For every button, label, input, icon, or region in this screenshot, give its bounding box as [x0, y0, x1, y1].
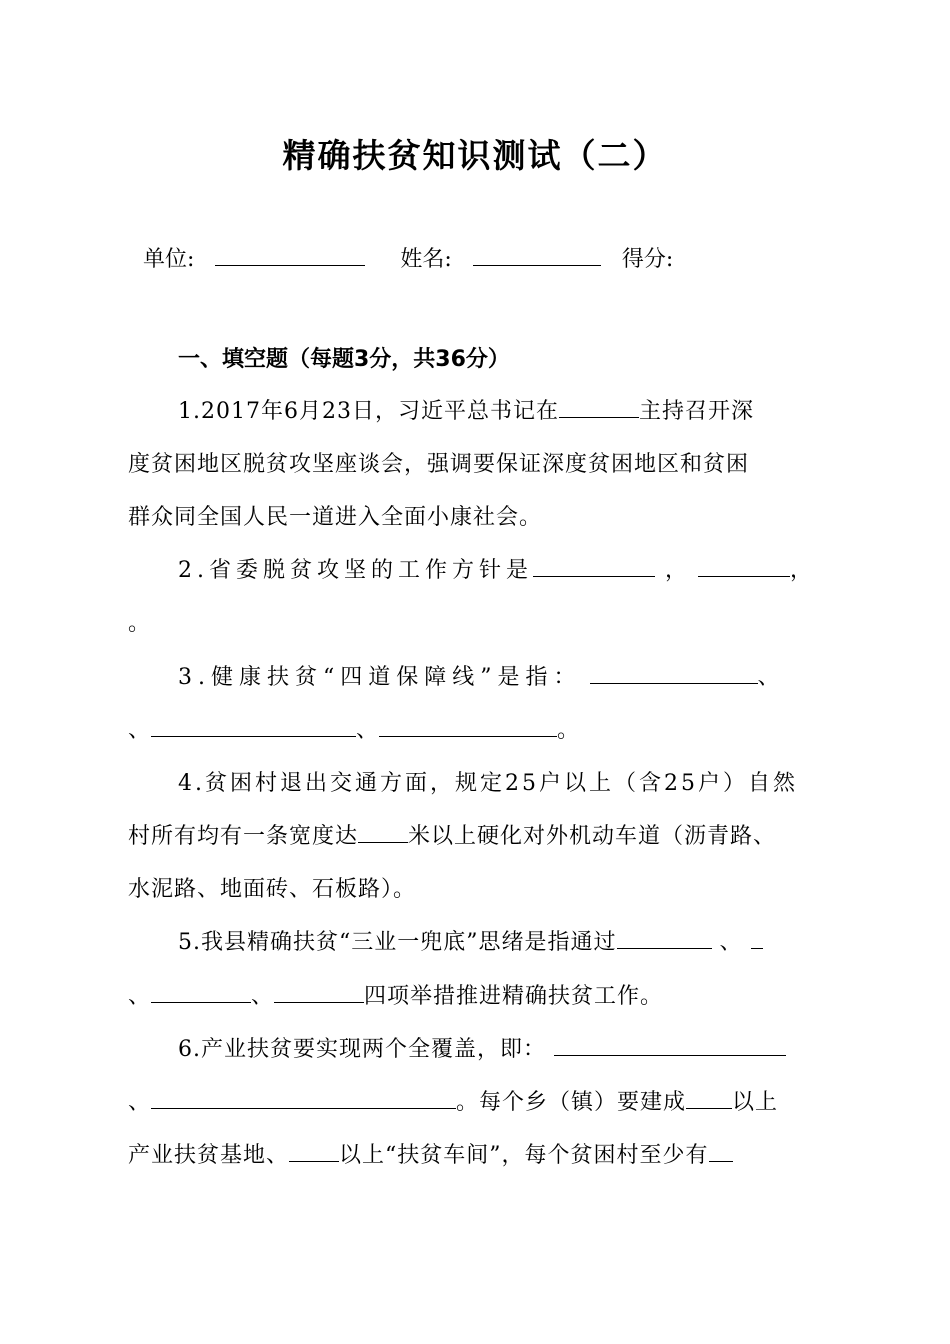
q4-blank[interactable]	[358, 822, 408, 843]
q6-line-1	[178, 1032, 786, 1063]
q3-blank-2[interactable]	[151, 716, 356, 737]
q6-blank-5[interactable]	[709, 1141, 733, 1162]
q6-line-2	[128, 1085, 778, 1116]
q3-end: 。	[557, 718, 581, 743]
q1-text-a: 1.2017年6月23日，习近平总书记在	[178, 399, 559, 424]
q5-line-1	[178, 925, 763, 956]
q6-blank-1[interactable]	[554, 1035, 786, 1056]
q4-line-3: 水泥路、地面砖、石板路）。	[128, 877, 417, 902]
q4-line-2	[128, 819, 776, 850]
q6-blank-2[interactable]	[151, 1088, 456, 1109]
q5-text-b: 四项举措推进精确扶贫工作。	[364, 984, 664, 1009]
q5-sep-3: 、	[251, 984, 275, 1009]
q3-blank-1[interactable]	[590, 663, 758, 684]
name-label: 姓名:	[400, 247, 452, 272]
q5-sep-2: 、	[128, 984, 152, 1009]
q3-blank-3[interactable]	[379, 716, 557, 737]
name-blank[interactable]	[473, 243, 601, 266]
unit-label: 单位:	[143, 247, 195, 272]
q6-text-b: 。每个乡（镇）要建成	[456, 1090, 687, 1115]
q2-line-1	[178, 553, 813, 584]
q6-text-e: 以上“扶贫车间”，每个贫困村至少有	[339, 1143, 709, 1168]
q3-sep-1: 、	[757, 665, 781, 690]
q6-text-c: 以上	[732, 1090, 779, 1115]
q3-sep-2: 、	[128, 718, 152, 743]
q3-line-1	[178, 660, 781, 691]
q3-text: 3.健康扶贫“四道保障线”是指：	[178, 665, 582, 690]
q1-line-3: 群众同全国人民一道进入全面小康社会。	[128, 505, 543, 530]
unit-blank[interactable]	[215, 243, 365, 266]
q6-text-a: 6.产业扶贫要实现两个全覆盖，即：	[178, 1037, 546, 1062]
q5-sep-1: 、	[719, 930, 743, 955]
q5-blank-3[interactable]	[151, 982, 251, 1003]
q4-text-b: 米以上硬化对外机动车道（沥青路、	[408, 824, 777, 849]
q4-text-a: 村所有均有一条宽度达	[128, 824, 359, 849]
q6-blank-3[interactable]	[686, 1088, 732, 1109]
document-title: 精确扶贫知识测试（二）	[282, 136, 668, 175]
q6-line-3	[128, 1138, 733, 1169]
q2-blank-1[interactable]	[533, 556, 655, 577]
q5-blank-1[interactable]	[617, 928, 712, 949]
q1-line-1	[178, 394, 754, 425]
header-info-row	[143, 242, 673, 273]
q2-line-2: 。	[128, 611, 152, 636]
section-heading-fill-in: 一、填空题（每题3分，共36分）	[178, 347, 510, 372]
q5-blank-2[interactable]	[751, 928, 763, 949]
q3-line-2	[128, 713, 580, 744]
q1-text-b: 主持召开深	[638, 399, 754, 424]
q4-line-1: 4.贫困村退出交通方面，规定25户以上（含25户）自然	[178, 771, 798, 796]
q1-line-2: 度贫困地区脱贫攻坚座谈会，强调要保证深度贫困地区和贫困	[128, 452, 750, 477]
q2-blank-2[interactable]	[698, 556, 790, 577]
q6-blank-4[interactable]	[289, 1141, 339, 1162]
q5-text-a: 5.我县精确扶贫“三业一兜底”思绪是指通过	[178, 930, 617, 955]
q2-text: 2.省委脱贫攻坚的工作方针是	[178, 558, 533, 583]
score-label: 得分:	[621, 247, 674, 272]
q5-blank-4[interactable]	[274, 982, 364, 1003]
q3-sep-3: 、	[356, 718, 380, 743]
q6-sep-1: 、	[128, 1090, 152, 1115]
q2-sep-2: ，	[790, 558, 814, 583]
q2-sep-1: ，	[665, 558, 689, 583]
q1-blank[interactable]	[559, 397, 639, 418]
q5-line-2	[128, 979, 663, 1010]
q6-text-d: 产业扶贫基地、	[128, 1143, 290, 1168]
